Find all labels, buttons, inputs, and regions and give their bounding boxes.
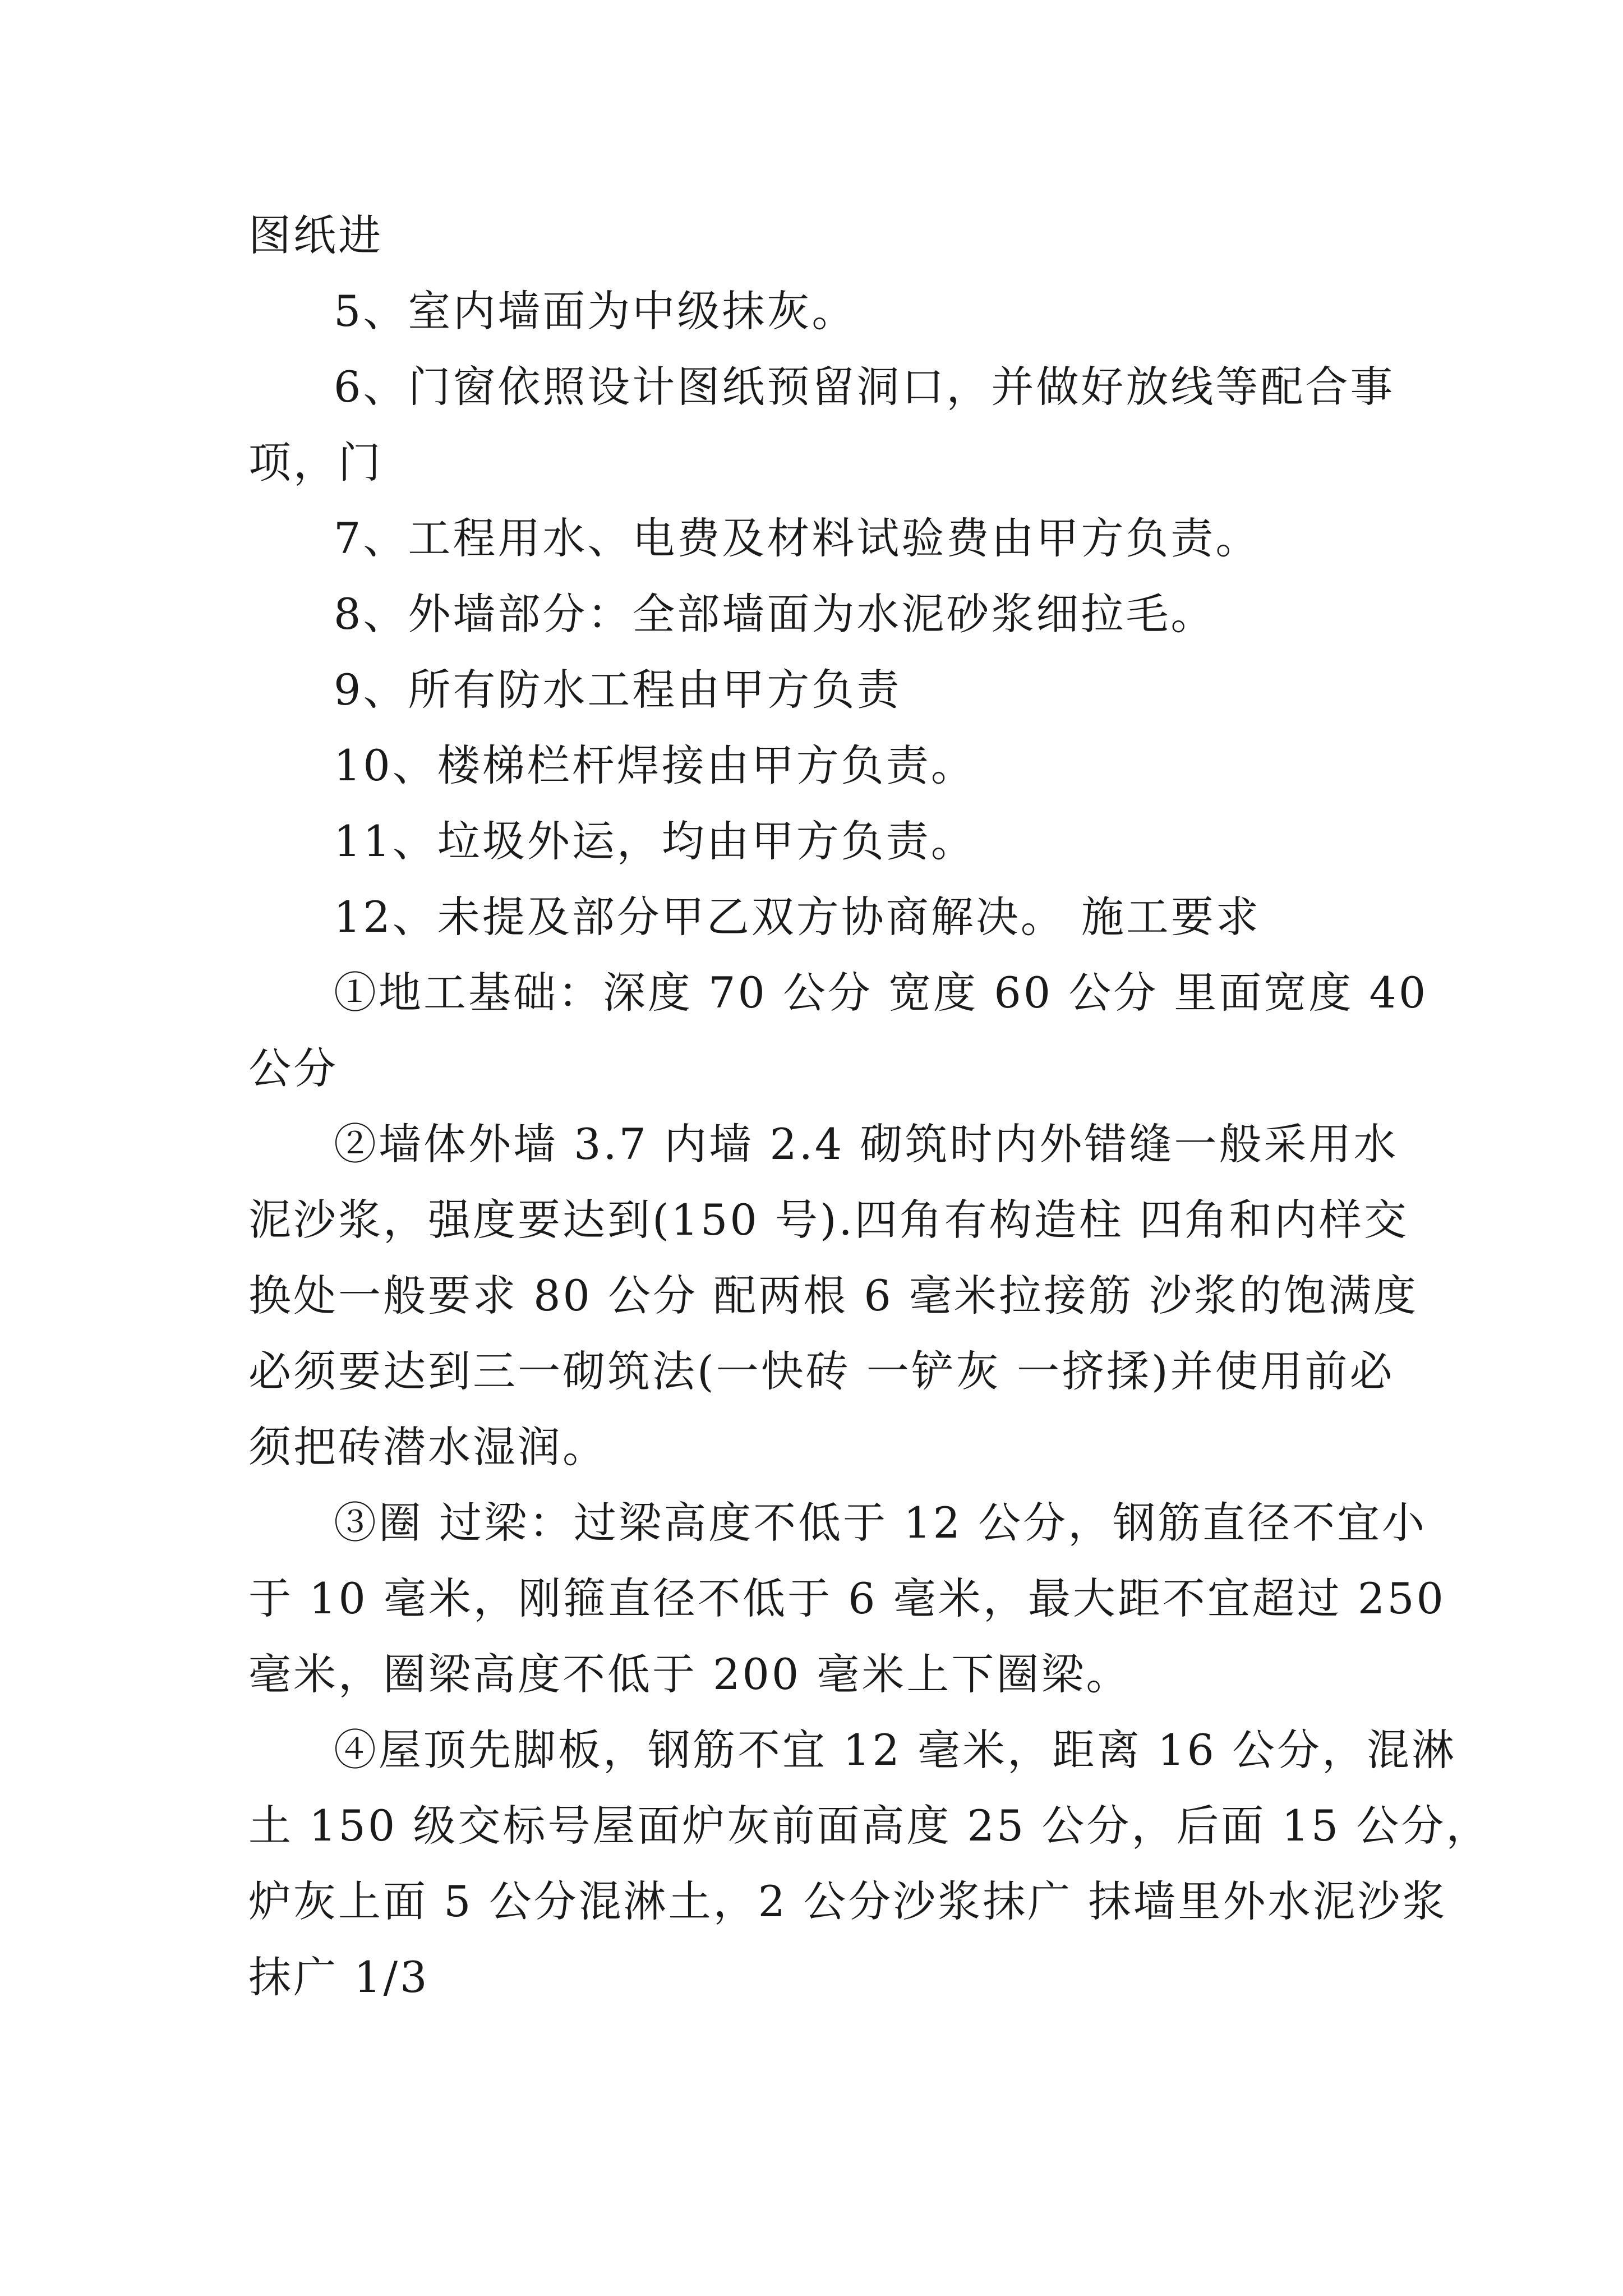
text-line: 公分 (248, 1043, 338, 1093)
text-line: ①地工基础：深度 70 公分 宽度 60 公分 里面宽度 40 (334, 968, 1428, 1018)
text-line: 7、工程用水、电费及材料试验费由甲方负责。 (334, 513, 1261, 563)
text-line: 8、外墙部分：全部墙面为水泥砂浆细拉毛。 (334, 589, 1216, 639)
text-line: ②墙体外墙 3.7 内墙 2.4 砌筑时内外错缝一般采用水 (334, 1119, 1399, 1169)
text-line: 项，门 (248, 438, 383, 487)
text-line: 10、楼梯栏杆焊接由甲方负责。 (334, 740, 976, 790)
text-line: 11、垃圾外运，均由甲方负责。 (334, 816, 976, 866)
text-line: 必须要达到三一砌筑法(一快砖 一铲灰 一挤揉)并使用前必 (248, 1346, 1395, 1396)
text-line: 泥沙浆，强度要达到(150 号).四角有构造柱 四角和内样交 (248, 1195, 1409, 1245)
text-line: 12、未提及部分甲乙双方协商解决。 施工要求 (334, 892, 1261, 942)
text-line: 土 150 级交标号屋面炉灰前面高度 25 公分，后面 15 公分， (248, 1801, 1491, 1851)
text-line: ④屋顶先脚板，钢筋不宜 12 毫米，距离 16 公分，混淋 (334, 1725, 1457, 1775)
text-line: 毫米，圈梁高度不低于 200 毫米上下圈梁。 (248, 1649, 1131, 1699)
text-line: 抹广 1/3 (248, 1952, 430, 2002)
text-line: 炉灰上面 5 公分混淋土，2 公分沙浆抹广 抹墙里外水泥沙浆 (248, 1876, 1447, 1926)
text-line: ③圈 过梁：过梁高度不低于 12 公分，钢筋直径不宜小 (334, 1498, 1427, 1548)
text-line: 须把砖潜水湿润。 (248, 1422, 607, 1472)
text-line: 换处一般要求 80 公分 配两根 6 毫米拉接筋 沙浆的饱满度 (248, 1271, 1419, 1320)
text-line: 6、门窗依照设计图纸预留洞口，并做好放线等配合事 (334, 362, 1395, 412)
text-line: 图纸进 (248, 210, 383, 260)
text-line: 5、室内墙面为中级抹灰。 (334, 286, 857, 336)
text-line: 于 10 毫米，刚箍直径不低于 6 毫米，最大距不宜超过 250 (248, 1573, 1446, 1623)
text-line: 9、所有防水工程由甲方负责 (334, 665, 902, 715)
